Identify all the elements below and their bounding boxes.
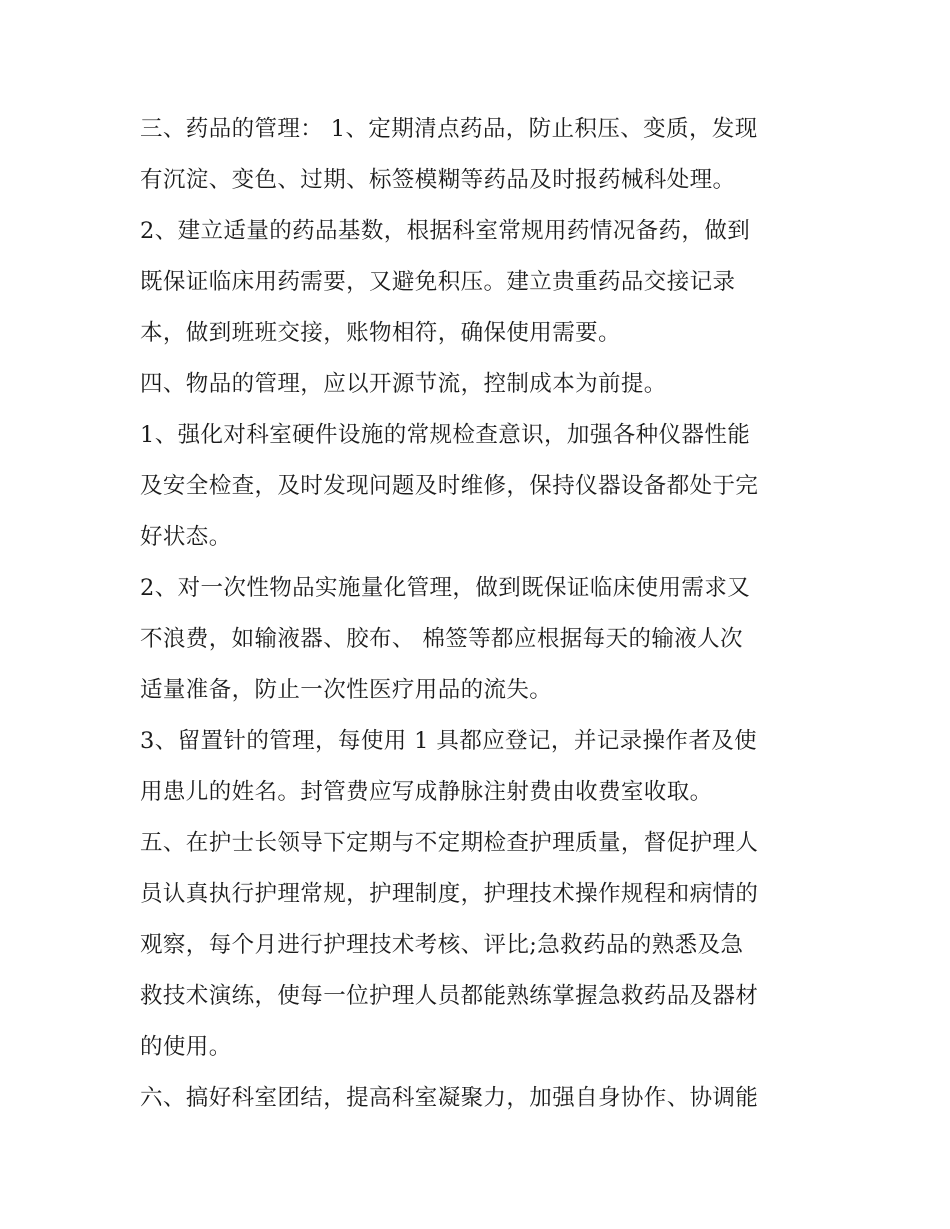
text-line: 救技术演练，使每一位护理人员都能熟练掌握急救药品及器材	[140, 983, 759, 1009]
text-line: 及安全检查，及时发现问题及时维修，保持仪器设备都处于完	[140, 473, 759, 499]
text-line: 不浪费，如输液器、胶布、 棉签等都应根据每天的输液人次	[140, 626, 743, 652]
text-line: 1、强化对科室硬件设施的常规检查意识，加强各种仪器性能	[140, 422, 751, 448]
text-line: 2、对一次性物品实施量化管理，做到既保证临床使用需求又	[140, 575, 751, 601]
text-line: 有沉淀、变色、过期、标签模糊等药品及时报药械科处理。	[140, 167, 736, 193]
text-line: 既保证临床用药需要，又避免积压。建立贵重药品交接记录	[140, 269, 736, 295]
document-body	[140, 104, 812, 1124]
text-line: 本，做到班班交接，账物相符，确保使用需要。	[140, 320, 621, 346]
text-line: 适量准备，防止一次性医疗用品的流失。	[140, 677, 553, 703]
text-line: 用患儿的姓名。封管费应写成静脉注射费由收费室收取。	[140, 779, 713, 805]
text-line: 好状态。	[140, 524, 232, 550]
text-line: 3、留置针的管理，每使用 1 具都应登记，并记录操作者及使	[140, 728, 758, 754]
text-line: 三、药品的管理： 1、定期清点药品，防止积压、变质，发现	[140, 116, 758, 142]
text-line: 2、建立适量的药品基数，根据科室常规用药情况备药，做到	[140, 218, 751, 244]
text-line: 四、物品的管理，应以开源节流，控制成本为前提。	[140, 371, 667, 397]
text-line: 五、在护士长领导下定期与不定期检查护理质量，督促护理人	[140, 830, 759, 856]
text-line: 六、搞好科室团结，提高科室凝聚力，加强自身协作、协调能	[140, 1085, 759, 1111]
text-line: 员认真执行护理常规，护理制度，护理技术操作规程和病情的	[140, 881, 759, 907]
text-line: 的使用。	[140, 1034, 232, 1060]
text-line: 观察，每个月进行护理技术考核、评比;急救药品的熟悉及急	[140, 932, 744, 958]
